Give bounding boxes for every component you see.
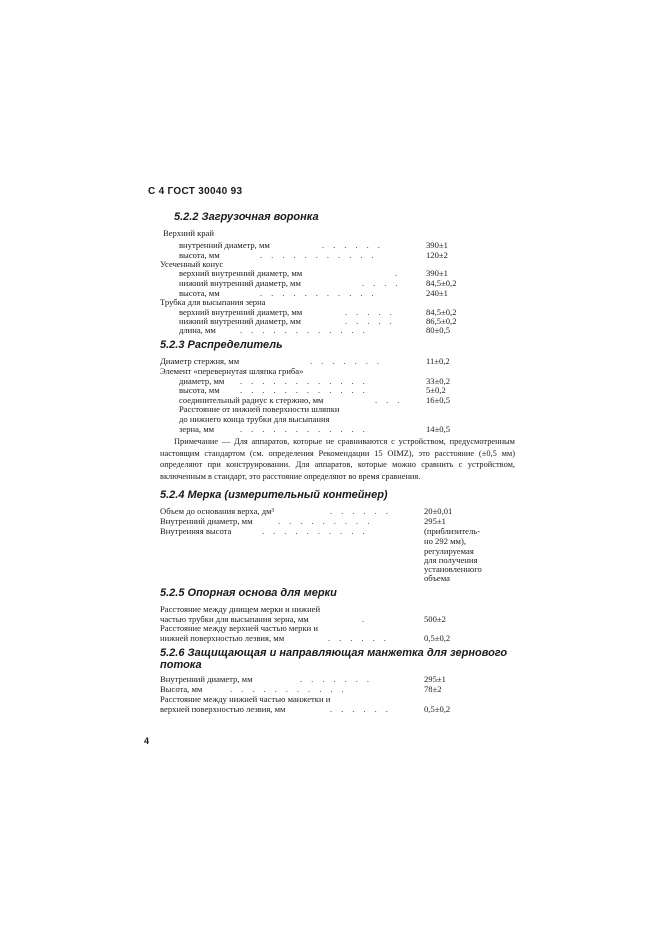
row-value: 5±0,2 [426,385,446,395]
leader-dots: .......... [262,526,374,536]
leader-dots: ........... [260,288,383,298]
row-value-cont: установленного [424,564,482,574]
leader-dots: ...... [328,633,395,643]
page-number: 4 [144,736,150,746]
row-label: Расстояние между днищем мерки и нижней [160,604,321,614]
row-label: Диаметр стержня, мм [160,356,240,366]
row-label: зерна, мм [179,424,215,434]
row-label: верхней поверхностью лезвия, мм [160,704,286,714]
row-value: 33±0,2 [426,376,451,386]
row-label: высота, мм [179,250,220,260]
row-value: 86,5±0,2 [426,316,457,326]
section-title-support: 5.2.5 Опорная основа для мерки [160,587,337,599]
leader-dots: . [395,268,407,278]
leader-dots: ........... [260,250,383,260]
row-label: Объем до основания верха, дм³ [160,506,275,516]
leader-dots: ...... [330,506,397,516]
row-label: нижний внутренний диаметр, мм [179,316,301,326]
row-value: 0,5±0,2 [424,704,451,714]
row-label: Элемент «перевернутая шляпка гриба» [160,366,304,376]
row-label: длина, мм [179,325,216,335]
leader-dots: ............ [240,385,374,395]
row-value: 120±2 [426,250,448,260]
leader-dots: ............ [240,424,374,434]
row-value: 80±0,5 [426,325,451,335]
leader-dots: ...... [330,704,397,714]
row-label: нижний внутренний диаметр, мм [179,278,301,288]
leader-dots: ....... [310,356,389,366]
leader-dots: ..... [345,307,401,317]
row-label: до нижнего конца трубки для высыпания [179,414,330,424]
row-value: 84,5±0,2 [426,278,457,288]
row-label: Расстояние между верхней частью мерки и [160,623,318,633]
row-value: 390±1 [426,240,448,250]
leader-dots: ....... [300,674,379,684]
row-label: нижней поверхностью лезвия, мм [160,633,285,643]
row-label: Внутренний диаметр, мм [160,674,253,684]
row-label: частью трубки для высыпания зерна, мм [160,614,309,624]
row-label: Верхний край [163,228,214,238]
row-label: высота, мм [179,288,220,298]
row-label: Расстояние между нижней частью манжетки и [160,694,331,704]
section-title-distributor: 5.2.3 Распределитель [160,339,283,351]
row-label: высота, мм [179,385,220,395]
row-value: 0,5±0,2 [424,633,451,643]
row-value: 240±1 [426,288,448,298]
leader-dots: ...... [322,240,389,250]
row-label: Расстояние от нижней поверхности шляпки [179,404,340,414]
leader-dots: ............ [240,325,374,335]
row-label: Внутренняя высота [160,526,232,536]
page-header: С 4 ГОСТ 30040 93 [148,186,243,197]
leader-dots: . [362,614,374,624]
row-label: Трубка для высыпания зерна [160,297,266,307]
row-value: 295±1 [424,516,446,526]
leader-dots: ............ [240,376,374,386]
row-label: верхний внутренний диаметр, мм [179,268,303,278]
row-label: Усеченный конус [160,259,224,269]
leader-dots: ........... [230,684,353,694]
section-title-funnel: 5.2.2 Загрузочная воронка [174,211,319,223]
row-label: верхний внутренний диаметр, мм [179,307,303,317]
section-title-measure: 5.2.4 Мерка (измерительный контейнер) [160,489,388,501]
row-value: 11±0,2 [426,356,450,366]
row-value-cont: регулируемая [424,546,474,556]
row-value: 78±2 [424,684,442,694]
leader-dots: ..... [345,316,401,326]
section-title-collar: 5.2.6 Защищающая и направляющая манжетка для зернового потока [160,647,508,671]
leader-dots: ... [375,395,409,405]
row-label: Высота, мм [160,684,203,694]
row-value: (приблизитель- [424,526,481,536]
row-label: диаметр, мм [179,376,225,386]
row-value-cont: объема [424,573,450,583]
row-value: 16±0,5 [426,395,451,405]
row-value-cont: для получения [424,555,478,565]
leader-dots: ......... [278,516,379,526]
row-value: 20±0,01 [424,506,453,516]
row-value: 84,5±0,2 [426,307,457,317]
row-value: 390±1 [426,268,448,278]
row-value-cont: но 292 мм), [424,536,466,546]
row-label: внутренний диаметр, мм [179,240,270,250]
row-value: 295±1 [424,674,446,684]
leader-dots: .... [362,278,407,288]
row-value: 14±0,5 [426,424,451,434]
row-label: соединительный радиус к стержню, мм [179,395,324,405]
row-label: Внутренний диаметр, мм [160,516,253,526]
note-paragraph: Примечание — Для аппаратов, которые не сравниваются с устройством, предусмотренным настоящим стандартом (см. определения Рекомендации 15 OIMZ), это расстояние (±0,5 мм) определяют при конструировании. Для аппаратов, которые можно сравнить с устройством, включенным в стандарт, это расстояние определяют во время сравнения. [160,437,515,481]
row-value: 500±2 [424,614,446,624]
